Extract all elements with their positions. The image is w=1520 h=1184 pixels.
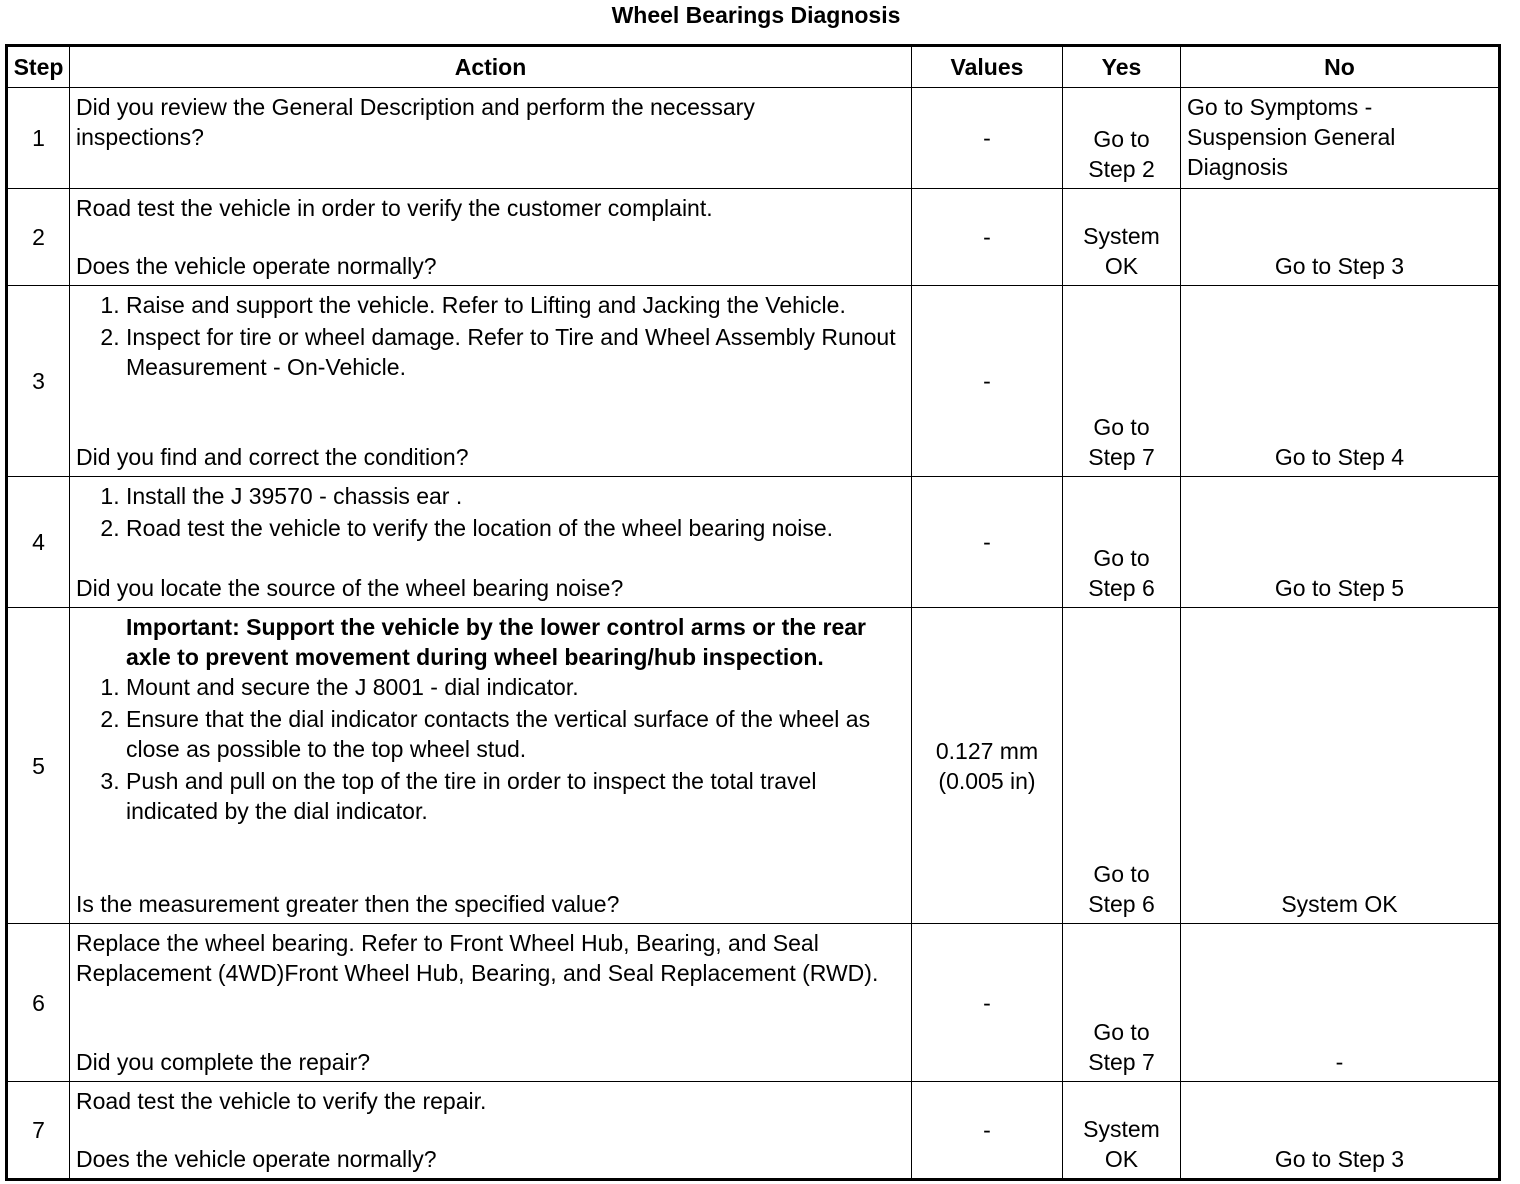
important-label: Important [126,614,233,640]
action-text: Replace the wheel bearing. Refer to Front Wheel Hub, Bearing, and Seal Replacement (4WD)Front Wheel Hub, Bearing, and Seal Replacement (RWD). [76,930,879,986]
yes-link: Go to [1093,126,1150,152]
table-row [7,477,1500,608]
list-item: 1. Mount and secure the J 8001 - dial indicator. [126,672,905,702]
yes-link: Step 7 [1088,444,1155,470]
list-item: 2. Inspect for tire or wheel damage. Refer to Tire and Wheel Assembly Runout Measurement - On-Vehicle. [126,322,905,382]
no-link: Suspension General [1187,124,1396,150]
header-no: No [1181,46,1500,88]
action-question: Did you locate the source of the wheel bearing noise? [76,575,624,601]
no-link: Go to Step 4 [1274,444,1405,470]
action-question: Did you find and correct the condition? [76,444,469,470]
page-title: Wheel Bearings Diagnosis [611,2,901,28]
table-row [7,189,1500,286]
header-values: Values [912,46,1063,88]
diagnosis-table [5,44,1501,1181]
no-link: System OK [1281,891,1398,917]
yes-link: Step 6 [1088,891,1155,917]
action-text: inspections? [76,124,204,150]
action-question: Does the vehicle operate normally? [76,1146,437,1172]
list-item: 2. Ensure that the dial indicator contacts the vertical surface of the wheel as close as possible to the top wheel stud. [126,704,905,764]
no-link: Go to Step 3 [1274,1146,1405,1172]
header-action: Action [70,46,912,88]
list-item: 2. Road test the vehicle to verify the location of the wheel bearing noise. [126,513,905,543]
header-row [7,46,1500,88]
step-number: 2 [32,224,45,250]
value-text: 0.127 mm [935,737,1039,764]
action-text: Did you review the General Description and perform the necessary [76,94,755,120]
action-steps-list [76,481,905,545]
yes-link: Go to [1093,545,1150,571]
no-link: Go to Symptoms - [1187,94,1373,120]
no-link: Diagnosis [1187,154,1288,180]
value-text: - [983,1117,991,1143]
action-question: Does the vehicle operate normally? [76,253,437,279]
table-row [7,608,1500,924]
no-link: - [1335,1049,1344,1075]
yes-link: Step 2 [1088,156,1155,182]
yes-link: OK [1104,253,1139,279]
yes-link: Go to [1093,414,1150,440]
action-steps-list [76,290,905,384]
step-number: 5 [32,752,45,779]
action-text: Road test the vehicle in order to verify the customer complaint. [76,195,713,221]
table-row [7,1082,1500,1180]
header-step: Step [7,46,70,88]
step-number: 4 [32,529,45,555]
yes-link: System [1083,1116,1160,1142]
step-number: 1 [32,125,45,151]
yes-link: OK [1104,1146,1139,1172]
important-note [76,612,905,672]
value-text: - [983,529,991,555]
important-text: : Support the vehicle by the lower control arms or the rear axle to prevent movement during wheel bearing/hub inspection. [126,614,866,670]
value-text: - [983,368,991,394]
step-number: 7 [32,1117,45,1143]
yes-link: Go to [1093,861,1150,887]
yes-link: Go to [1093,1019,1150,1045]
table-row [7,924,1500,1082]
value-text: - [983,224,991,250]
step-number: 3 [32,368,45,394]
no-link: Go to Step 5 [1274,575,1405,601]
yes-link: Step 7 [1088,1049,1155,1075]
yes-link: Step 6 [1088,575,1155,601]
value-text: (0.005 in) [938,767,1036,794]
yes-link: System [1083,223,1160,249]
list-item: 1. Raise and support the vehicle. Refer to Lifting and Jacking the Vehicle. [126,290,905,320]
action-question: Did you complete the repair? [76,1049,371,1075]
value-text: - [983,125,991,151]
value-text: - [983,989,991,1016]
table-row [7,88,1500,189]
no-link: Go to Step 3 [1274,253,1405,279]
action-steps-list [76,672,905,826]
action-text: Road test the vehicle to verify the repair. [76,1088,487,1114]
list-item: 3. Push and pull on the top of the tire in order to inspect the total travel indicated by the dial indicator. [126,766,905,826]
list-item: 1. Install the J 39570 - chassis ear . [126,481,905,511]
table-row [7,286,1500,477]
action-question: Is the measurement greater then the specified value? [76,891,620,917]
header-yes: Yes [1063,46,1181,88]
step-number: 6 [32,989,45,1016]
